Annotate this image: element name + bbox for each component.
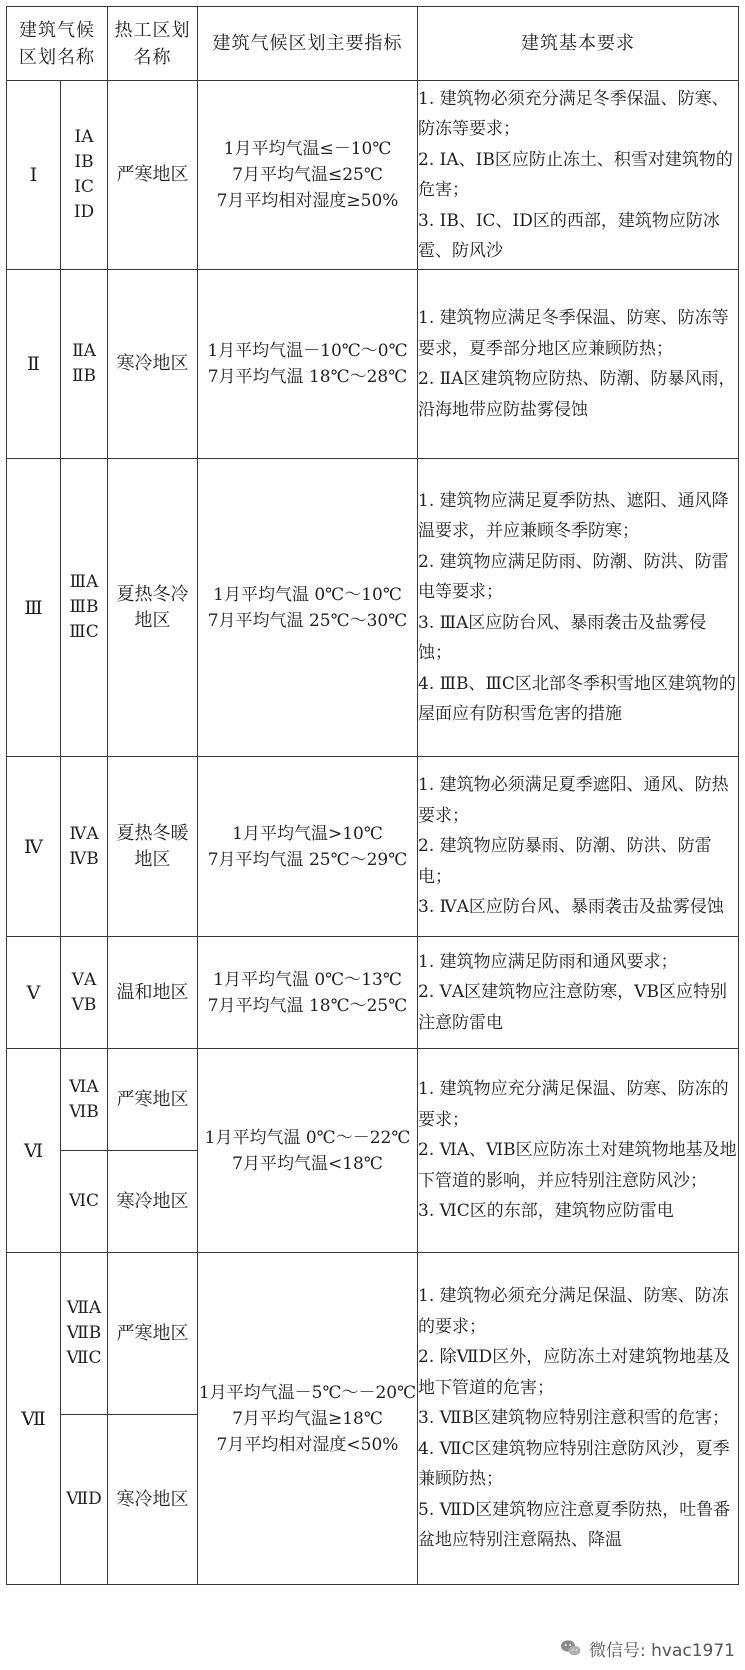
subzone-code: ⅣA xyxy=(69,823,99,844)
thermal-line: 寒冷地区 xyxy=(116,1488,189,1510)
indicator-line: 1月平均气温 0℃～10℃ xyxy=(213,584,402,605)
thermal-line: 严寒地区 xyxy=(116,164,189,185)
thermal-zone-name xyxy=(108,1253,198,1415)
requirements xyxy=(418,1253,739,1585)
indicator-line: 7月平均气温 18℃～28℃ xyxy=(207,367,408,387)
climate-zoning-table xyxy=(6,6,739,1585)
subzone-codes xyxy=(61,459,108,757)
thermal-zone-name xyxy=(108,270,198,459)
indicator-line: 7月平均气温≤25℃ xyxy=(232,165,383,185)
subzone-code: ⅤB xyxy=(71,994,97,1015)
thermal-zone-name xyxy=(108,757,198,937)
subzone-code: ⅠA xyxy=(74,127,94,147)
zone-row-1 xyxy=(7,81,739,270)
zone-label: Ⅰ xyxy=(7,81,61,270)
zone-label: Ⅶ xyxy=(7,1253,61,1585)
requirement-item: 3. ⅢA区应防台风、暴雨袭击及盐雾侵蚀； xyxy=(418,612,707,663)
subzone-code: ⅦD xyxy=(66,1489,102,1509)
requirement-item: 4. ⅦC区建筑物应特别注意防风沙，夏季兼顾防热； xyxy=(418,1438,730,1490)
requirement-item: 1. 建筑物应充分满足保温、防寒、防冻的要求； xyxy=(418,1079,729,1130)
thermal-zone-name xyxy=(108,1151,198,1253)
requirement-item: 2. 建筑物应防暴雨、防潮、防洪、防雷电； xyxy=(418,836,712,887)
thermal-line: 夏热冬暖 xyxy=(116,822,189,844)
subzone-code: ⅣB xyxy=(69,848,99,869)
wechat-watermark xyxy=(559,1635,735,1661)
indicator-line: 7月平均相对湿度≥50% xyxy=(216,191,399,211)
header-indicator: 建筑气候区划主要指标 xyxy=(198,7,418,81)
subzone-codes xyxy=(61,81,108,270)
thermal-line: 严寒地区 xyxy=(116,1322,189,1344)
requirement-item: 2. 除ⅦD区外，应防冻土对建筑物地基及地下管道的危害； xyxy=(418,1347,731,1398)
header-zone-name xyxy=(7,7,108,81)
header-row xyxy=(7,7,739,81)
subzone-codes xyxy=(61,270,108,459)
indicator-line: 7月平均气温<18℃ xyxy=(232,1153,383,1174)
thermal-line: 寒冷地区 xyxy=(116,1190,189,1212)
indicators xyxy=(198,1253,418,1585)
requirement-item: 2. ⅠA、ⅠB区应防止冻土、积雪对建筑物的危害； xyxy=(418,149,733,200)
requirement-item: 3. ⅣA区应防台风、暴雨袭击及盐雾侵蚀 xyxy=(418,897,724,918)
requirements xyxy=(418,757,739,937)
requirement-item: 1. 建筑物必须充分满足冬季保温、防寒、防冻等要求； xyxy=(418,88,729,139)
subzone-code: ⅠB xyxy=(74,152,94,172)
indicators xyxy=(198,1049,418,1253)
requirement-item: 1. 建筑物应满足冬季保温、防寒、防冻等要求，夏季部分地区应兼顾防热； xyxy=(418,308,729,359)
thermal-line: 寒冷地区 xyxy=(116,353,189,374)
indicator-line: 7月平均气温 18℃～25℃ xyxy=(207,995,408,1016)
indicator-line: 1月平均气温－10℃～0℃ xyxy=(207,341,408,361)
requirements xyxy=(418,270,739,459)
subzone-code: ⅢC xyxy=(69,622,99,642)
requirement-item: 1. 建筑物应满足防雨和通风要求； xyxy=(418,951,678,972)
zone-label: Ⅴ xyxy=(7,937,61,1049)
indicators xyxy=(198,270,418,459)
zone-label: Ⅵ xyxy=(7,1049,61,1253)
subzone-codes xyxy=(61,937,108,1049)
requirement-item: 2. ⅤA区建筑物应注意防寒，ⅤB区应特别注意防雷电 xyxy=(418,982,727,1033)
thermal-line: 温和地区 xyxy=(116,981,189,1003)
subzone-code: ⅠD xyxy=(73,202,95,222)
subzone-code: ⅥC xyxy=(68,1191,100,1211)
subzone-code: ⅥB xyxy=(69,1101,99,1122)
subzone-code: ⅦC xyxy=(66,1348,102,1368)
subzone-codes xyxy=(61,1151,108,1253)
subzone-codes xyxy=(61,1049,108,1151)
indicators xyxy=(198,757,418,937)
requirements xyxy=(418,1049,739,1253)
thermal-zone-name xyxy=(108,1415,198,1585)
subzone-codes xyxy=(61,1253,108,1415)
requirements xyxy=(418,459,739,757)
requirement-item: 1. 建筑物应满足夏季防热、遮阳、通风降温要求，并应兼顾冬季防寒； xyxy=(418,490,729,541)
subzone-code: ⅦB xyxy=(66,1323,102,1343)
thermal-line: 地区 xyxy=(134,609,171,631)
subzone-code: ⅤA xyxy=(71,969,97,990)
requirement-item: 1. 建筑物必须满足夏季遮阳、通风、防热要求； xyxy=(418,775,729,826)
requirement-item: 3. ⅥC区的东部，建筑物应防雷电 xyxy=(418,1201,674,1222)
indicator-line: 1月平均气温≤－10℃ xyxy=(223,139,392,159)
zone-label: Ⅱ xyxy=(7,270,61,459)
header-thermal-name xyxy=(108,7,198,81)
indicator-line: 1月平均气温 0℃～－22℃ xyxy=(204,1127,411,1148)
header-line: 建筑气候 xyxy=(19,19,95,41)
zone-label: Ⅳ xyxy=(7,757,61,937)
indicator-line: 7月平均气温 25℃～30℃ xyxy=(207,610,408,631)
zone-row-4 xyxy=(7,757,739,937)
requirement-item: 1. 建筑物必须充分满足保温、防寒、防冻的要求； xyxy=(418,1286,729,1337)
indicator-line: 7月平均气温≥18℃ xyxy=(232,1408,383,1429)
requirement-item: 3. ⅦB区建筑物应特别注意积雪的危害； xyxy=(418,1408,730,1429)
requirement-item: 4. ⅢB、ⅢC区北部冬季积雪地区建筑物的屋面应有防积雪危害的措施 xyxy=(418,673,736,724)
zone-row-7a xyxy=(7,1253,739,1415)
subzone-code: ⅡB xyxy=(71,366,97,386)
thermal-zone-name xyxy=(108,937,198,1049)
subzone-code: ⅥA xyxy=(69,1076,99,1097)
thermal-line: 地区 xyxy=(134,848,171,870)
thermal-zone-name xyxy=(108,459,198,757)
thermal-line: 夏热冬冷 xyxy=(116,583,189,605)
indicator-line: 1月平均气温>10℃ xyxy=(232,823,383,844)
subzone-code: ⅦA xyxy=(66,1298,102,1318)
requirement-item: 5. ⅦD区建筑物应注意夏季防热，吐鲁番盆地应特别注意隔热、降温 xyxy=(418,1499,731,1551)
subzone-codes xyxy=(61,757,108,937)
indicators xyxy=(198,937,418,1049)
indicators xyxy=(198,459,418,757)
header-requirement: 建筑基本要求 xyxy=(418,7,739,81)
subzone-code: ⅠC xyxy=(74,177,94,197)
subzone-code: ⅢB xyxy=(69,597,99,617)
header-line: 区划名称 xyxy=(19,46,95,68)
thermal-line: 严寒地区 xyxy=(116,1088,189,1110)
zone-row-5 xyxy=(7,937,739,1049)
indicators xyxy=(198,81,418,270)
header-line: 名称 xyxy=(133,46,172,68)
zone-label: Ⅲ xyxy=(7,459,61,757)
zone-row-6a xyxy=(7,1049,739,1151)
subzone-code: ⅡA xyxy=(72,341,96,361)
thermal-zone-name xyxy=(108,81,198,270)
wechat-icon xyxy=(559,1636,583,1660)
requirement-item: 2. 建筑物应满足防雨、防潮、防洪、防雷电等要求； xyxy=(418,551,729,602)
indicator-line: 7月平均相对湿度<50% xyxy=(216,1434,399,1455)
header-line: 热工区划 xyxy=(114,19,191,41)
indicator-line: 1月平均气温 0℃～13℃ xyxy=(213,969,402,990)
subzone-code: ⅢA xyxy=(69,572,99,592)
requirement-item: 2. ⅡA区建筑物应防热、防潮、防暴风雨，沿海地带应防盐雾侵蚀 xyxy=(418,369,736,420)
requirement-item: 3. ⅠB、ⅠC、ⅠD区的西部，建筑物应防冰雹、防风沙 xyxy=(418,210,720,261)
watermark-text: 微信号: hvac1971 xyxy=(589,1640,735,1661)
requirement-item: 2. ⅥA、ⅥB区应防冻土对建筑物地基及地下管道的影响，并应特别注意防风沙； xyxy=(418,1140,737,1191)
indicator-line: 1月平均气温－5℃～－20℃ xyxy=(198,1382,417,1403)
requirements xyxy=(418,937,739,1049)
requirements xyxy=(418,81,739,270)
zone-row-2 xyxy=(7,270,739,459)
subzone-codes xyxy=(61,1415,108,1585)
thermal-zone-name xyxy=(108,1049,198,1151)
indicator-line: 7月平均气温 25℃～29℃ xyxy=(207,849,408,870)
zone-row-3 xyxy=(7,459,739,757)
